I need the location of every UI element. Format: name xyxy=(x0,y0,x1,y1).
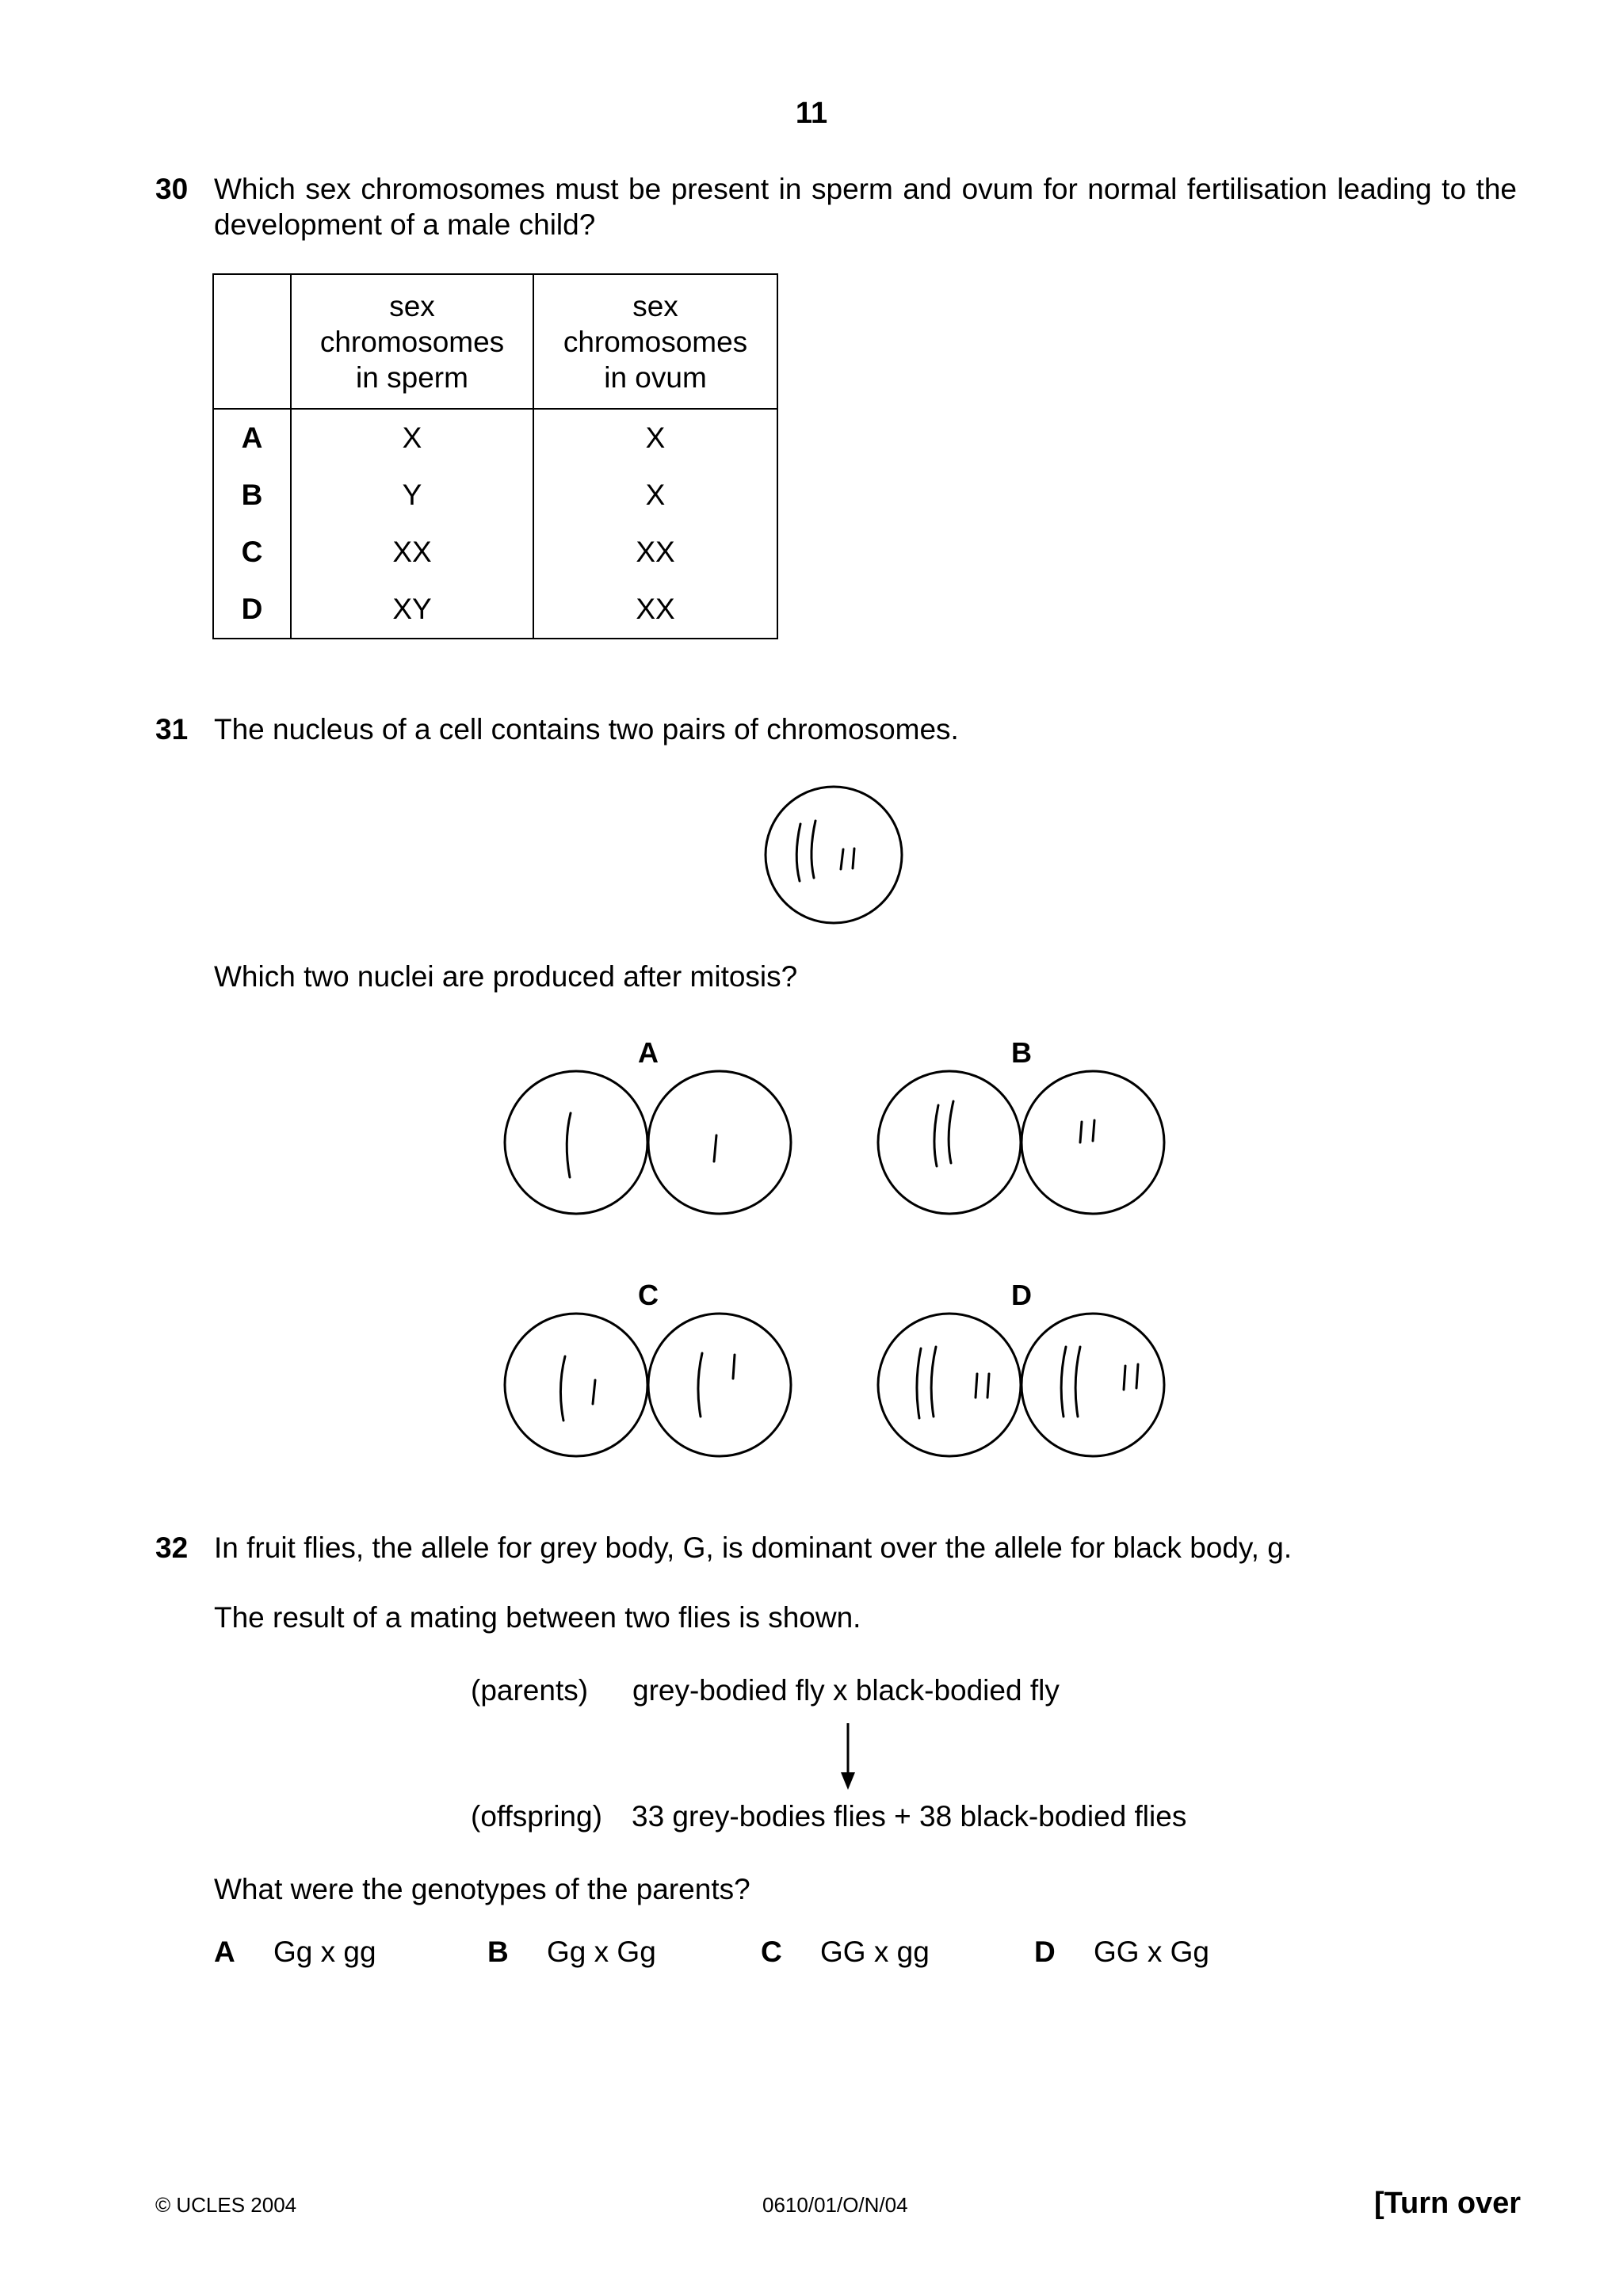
offspring-result: 33 grey-bodies flies + 38 black-bodied flies xyxy=(632,1800,1187,1833)
chromosome-short xyxy=(1136,1364,1138,1388)
chromosome-long xyxy=(934,1105,938,1166)
row-label: C xyxy=(213,524,291,581)
question-31-text: Which two nuclei are produced after mitosis? xyxy=(214,960,798,993)
answer-d-text: GG x Gg xyxy=(1094,1936,1209,1968)
chromosome-long xyxy=(1075,1347,1080,1417)
footer-copyright: © UCLES 2004 xyxy=(155,2193,297,2217)
row-label: D xyxy=(213,581,291,639)
ovum-cell: XX xyxy=(533,581,777,639)
ovum-cell: X xyxy=(533,409,777,467)
chromosome-long xyxy=(560,1356,565,1421)
answer-c-text: GG x gg xyxy=(820,1936,930,1968)
option-a-nucleus-right xyxy=(648,1071,791,1214)
chromosome-short xyxy=(714,1135,716,1161)
question-30-text: Which sex chromosomes must be present in sperm and ovum for normal fertilisation leading to the development of a male child? xyxy=(214,173,1517,241)
sperm-cell: X xyxy=(291,409,533,467)
ovum-cell: XX xyxy=(533,524,777,581)
ovum-cell: X xyxy=(533,467,777,524)
chromosome-short xyxy=(1124,1366,1125,1390)
footer-paper-code: 0610/01/O/N/04 xyxy=(762,2193,908,2217)
row-label: B xyxy=(213,467,291,524)
answer-a-text: Gg x gg xyxy=(273,1936,376,1968)
question-30-number: 30 xyxy=(155,173,189,205)
option-c-label: C xyxy=(638,1279,659,1311)
parents-label: (parents) xyxy=(471,1674,589,1707)
answer-b-text: Gg x Gg xyxy=(547,1936,656,1968)
chromosome-short xyxy=(1093,1120,1094,1141)
chromosome-long xyxy=(796,824,800,881)
chromosome-long xyxy=(949,1101,953,1163)
sperm-cell: Y xyxy=(291,467,533,524)
parents-cross: grey-bodied fly x black-bodied fly xyxy=(632,1674,1060,1707)
offspring-label: (offspring) xyxy=(471,1800,602,1833)
question-32-number: 32 xyxy=(155,1531,189,1564)
option-a-nucleus-left xyxy=(505,1071,647,1214)
answer-a-label: A xyxy=(214,1936,235,1968)
chromosome-long xyxy=(931,1347,936,1417)
parent-nucleus xyxy=(766,787,902,923)
question-32-text-2: What were the genotypes of the parents? xyxy=(214,1873,750,1905)
chromosome-short xyxy=(841,849,843,869)
answer-b-label: B xyxy=(487,1936,509,1968)
chromosome-long xyxy=(567,1113,571,1177)
option-c-nucleus-left xyxy=(505,1314,647,1456)
option-b-label: B xyxy=(1011,1036,1032,1069)
question-32-result-intro: The result of a mating between two flies is shown. xyxy=(214,1601,861,1634)
chromosome-long xyxy=(698,1353,702,1417)
answer-d-label: D xyxy=(1034,1936,1056,1968)
footer-turn-over: [Turn over xyxy=(1374,2187,1522,2220)
chromosome-short xyxy=(853,849,854,868)
chromosome-long xyxy=(1061,1347,1066,1417)
chromosome-short xyxy=(987,1374,989,1398)
chromosome-long xyxy=(812,821,815,878)
option-d-nucleus-left xyxy=(878,1314,1021,1456)
chromosome-short xyxy=(1080,1122,1082,1142)
header-sperm-text: sex chromosomes in sperm xyxy=(319,289,505,394)
down-arrow-icon xyxy=(832,1723,864,1794)
chromosome-short xyxy=(733,1355,735,1379)
row-label: A xyxy=(213,409,291,467)
header-ovum-text: sex chromosomes in ovum xyxy=(563,289,748,394)
sperm-cell: XY xyxy=(291,581,533,639)
option-a-label: A xyxy=(638,1036,659,1069)
option-d-label: D xyxy=(1011,1279,1032,1311)
chromosome-short xyxy=(976,1374,977,1398)
answer-c-label: C xyxy=(761,1936,782,1968)
chromosome-long xyxy=(917,1348,921,1418)
option-b-nucleus-right xyxy=(1022,1071,1164,1214)
page-number: 11 xyxy=(795,97,828,130)
question-31-number: 31 xyxy=(155,713,189,746)
question-32-text: In fruit flies, the allele for grey body, G, is dominant over the allele for black body, g. xyxy=(214,1531,1293,1564)
option-c-nucleus-right xyxy=(648,1314,791,1456)
chromosome-short xyxy=(593,1380,595,1404)
question-31-intro: The nucleus of a cell contains two pairs of chromosomes. xyxy=(214,713,959,746)
option-d-nucleus-right xyxy=(1022,1314,1164,1456)
sperm-cell: XX xyxy=(291,524,533,581)
